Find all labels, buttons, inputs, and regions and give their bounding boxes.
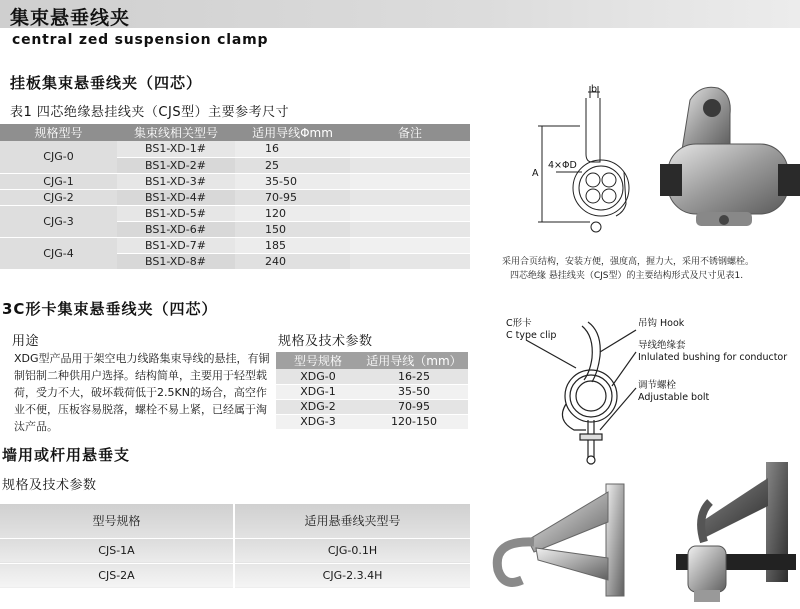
page-title: 集束悬垂线夹 [10,7,131,29]
table2-cell: 70-95 [360,399,468,414]
table-row [276,414,468,429]
table3-cell: CJS-2A [0,563,234,588]
photo-note-line1: 采用合页结构，安装方便，强度高，握力大，采用不锈钢螺栓。 [502,257,755,267]
table3 [0,504,470,588]
section1-title: 挂板集束悬垂线夹（四芯） [10,74,203,92]
table3-header-row [0,504,470,538]
table1-wire-cell: 240 [235,253,350,269]
cjs-clamp-photo [660,80,800,250]
bolt-label-cn: 调节螺栓 [638,380,677,391]
table2-cell: 16-25 [360,369,468,384]
table1-wire-cell: 70-95 [235,189,350,205]
table1-remark-cell [350,205,470,221]
table-row [0,538,470,563]
table-row [0,173,470,189]
bolt-label-en: Adjustable bolt [638,392,710,403]
table2-cell: 120-150 [360,414,468,429]
table-row [0,141,470,157]
usage-title: 用途 [12,334,40,349]
table1-related-cell: BS1-XD-3# [117,173,235,189]
table-row [276,399,468,414]
c-clip-label-cn: C形卡 [506,318,532,329]
xdg-drawing [496,312,800,472]
table-row [0,205,470,221]
table1-model-cell: CJG-0 [0,141,117,173]
table3-cell: CJG-2.3.4H [234,563,470,588]
table2-cell: XDG-0 [276,369,360,384]
table1-wire-cell: 120 [235,205,350,221]
table1-wire-cell: 25 [235,157,350,173]
drawing-label-d: 4×ΦD [548,160,577,171]
table1-model-cell: CJG-4 [0,237,117,269]
table1-related-cell: BS1-XD-2# [117,157,235,173]
table3-cell: CJS-1A [0,538,234,563]
cjs-drawing [520,84,650,244]
drawing-label-a: A [532,168,539,179]
table1-model-cell: CJG-3 [0,205,117,237]
table1-related-cell: BS1-XD-7# [117,237,235,253]
table2-header-row [276,352,468,369]
table1-remark-cell [350,237,470,253]
drawing-label-b: b [591,84,598,95]
table2-col-wire: 适用导线（mm） [360,352,468,369]
table1-wire-cell: 16 [235,141,350,157]
section3-title: 墙用或杆用悬垂支 [2,446,131,464]
table1-remark-cell [350,173,470,189]
table3-cell: CJG-0.1H [234,538,470,563]
table1-col-remark: 备注 [350,124,470,141]
bracket-photo [488,462,800,609]
table2-cell: XDG-3 [276,414,360,429]
table2-cell: XDG-2 [276,399,360,414]
table1-remark-cell [350,189,470,205]
table-row [276,384,468,399]
table1-related-cell: BS1-XD-8# [117,253,235,269]
table1-col-wire: 适用导线Φmm [235,124,350,141]
table1-remark-cell [350,221,470,237]
table1-related-cell: BS1-XD-5# [117,205,235,221]
spec-title: 规格及技术参数 [278,334,373,349]
table3-col-model: 型号规格 [0,504,234,538]
table-row [0,189,470,205]
table1-related-cell: BS1-XD-6# [117,221,235,237]
section3-spec-title: 规格及技术参数 [2,478,97,493]
table1-wire-cell: 185 [235,237,350,253]
bushing-label-cn: 导线绝缘套 [638,340,686,351]
table1-remark-cell [350,157,470,173]
table1-col-model: 规格型号 [0,124,117,141]
table1-related-cell: BS1-XD-1# [117,141,235,157]
bushing-label-en: Inlulated bushing for conductor [638,352,788,363]
table1-wire-cell: 35-50 [235,173,350,189]
photo-note-line2: 四芯绝缘 悬挂线夹（CJS型）的主要结构形式及尺寸见表1. [510,271,744,281]
table-row [0,563,470,588]
table1-remark-cell [350,253,470,269]
table2-cell: 35-50 [360,384,468,399]
section2-title: 3C形卡集束悬垂线夹（四芯） [2,300,218,318]
table2-cell: XDG-1 [276,384,360,399]
table1-related-cell: BS1-XD-4# [117,189,235,205]
table-row [0,237,470,253]
table1-model-cell: CJG-1 [0,173,117,189]
c-clip-label-en: C type clip [506,330,557,341]
table2 [276,352,468,430]
table3-col-clamp: 适用悬垂线夹型号 [234,504,470,538]
table1-wire-cell: 150 [235,221,350,237]
table1-caption: 表1 四芯绝缘悬挂线夹（CJS型）主要参考尺寸 [10,105,290,120]
page-subtitle: central zed suspension clamp [12,32,269,48]
table-row [276,369,468,384]
usage-text: XDG型产品用于架空电力线路集束导线的悬挂，有铜制铝制二种供用户选择。结构简单，主要用于轻型载荷，受力不大，破坏载荷低于2.5KN的场合，高空作业不便，压板容易脱落，螺栓不易上紧，已经属于淘汰产品。 [14,352,270,433]
table1 [0,124,470,270]
table1-remark-cell [350,141,470,157]
hook-label: 吊钩 Hook [638,318,685,329]
table1-header-row [0,124,470,141]
table1-model-cell: CJG-2 [0,189,117,205]
table2-col-model: 型号规格 [276,352,360,369]
table1-col-related: 集束线相关型号 [117,124,235,141]
